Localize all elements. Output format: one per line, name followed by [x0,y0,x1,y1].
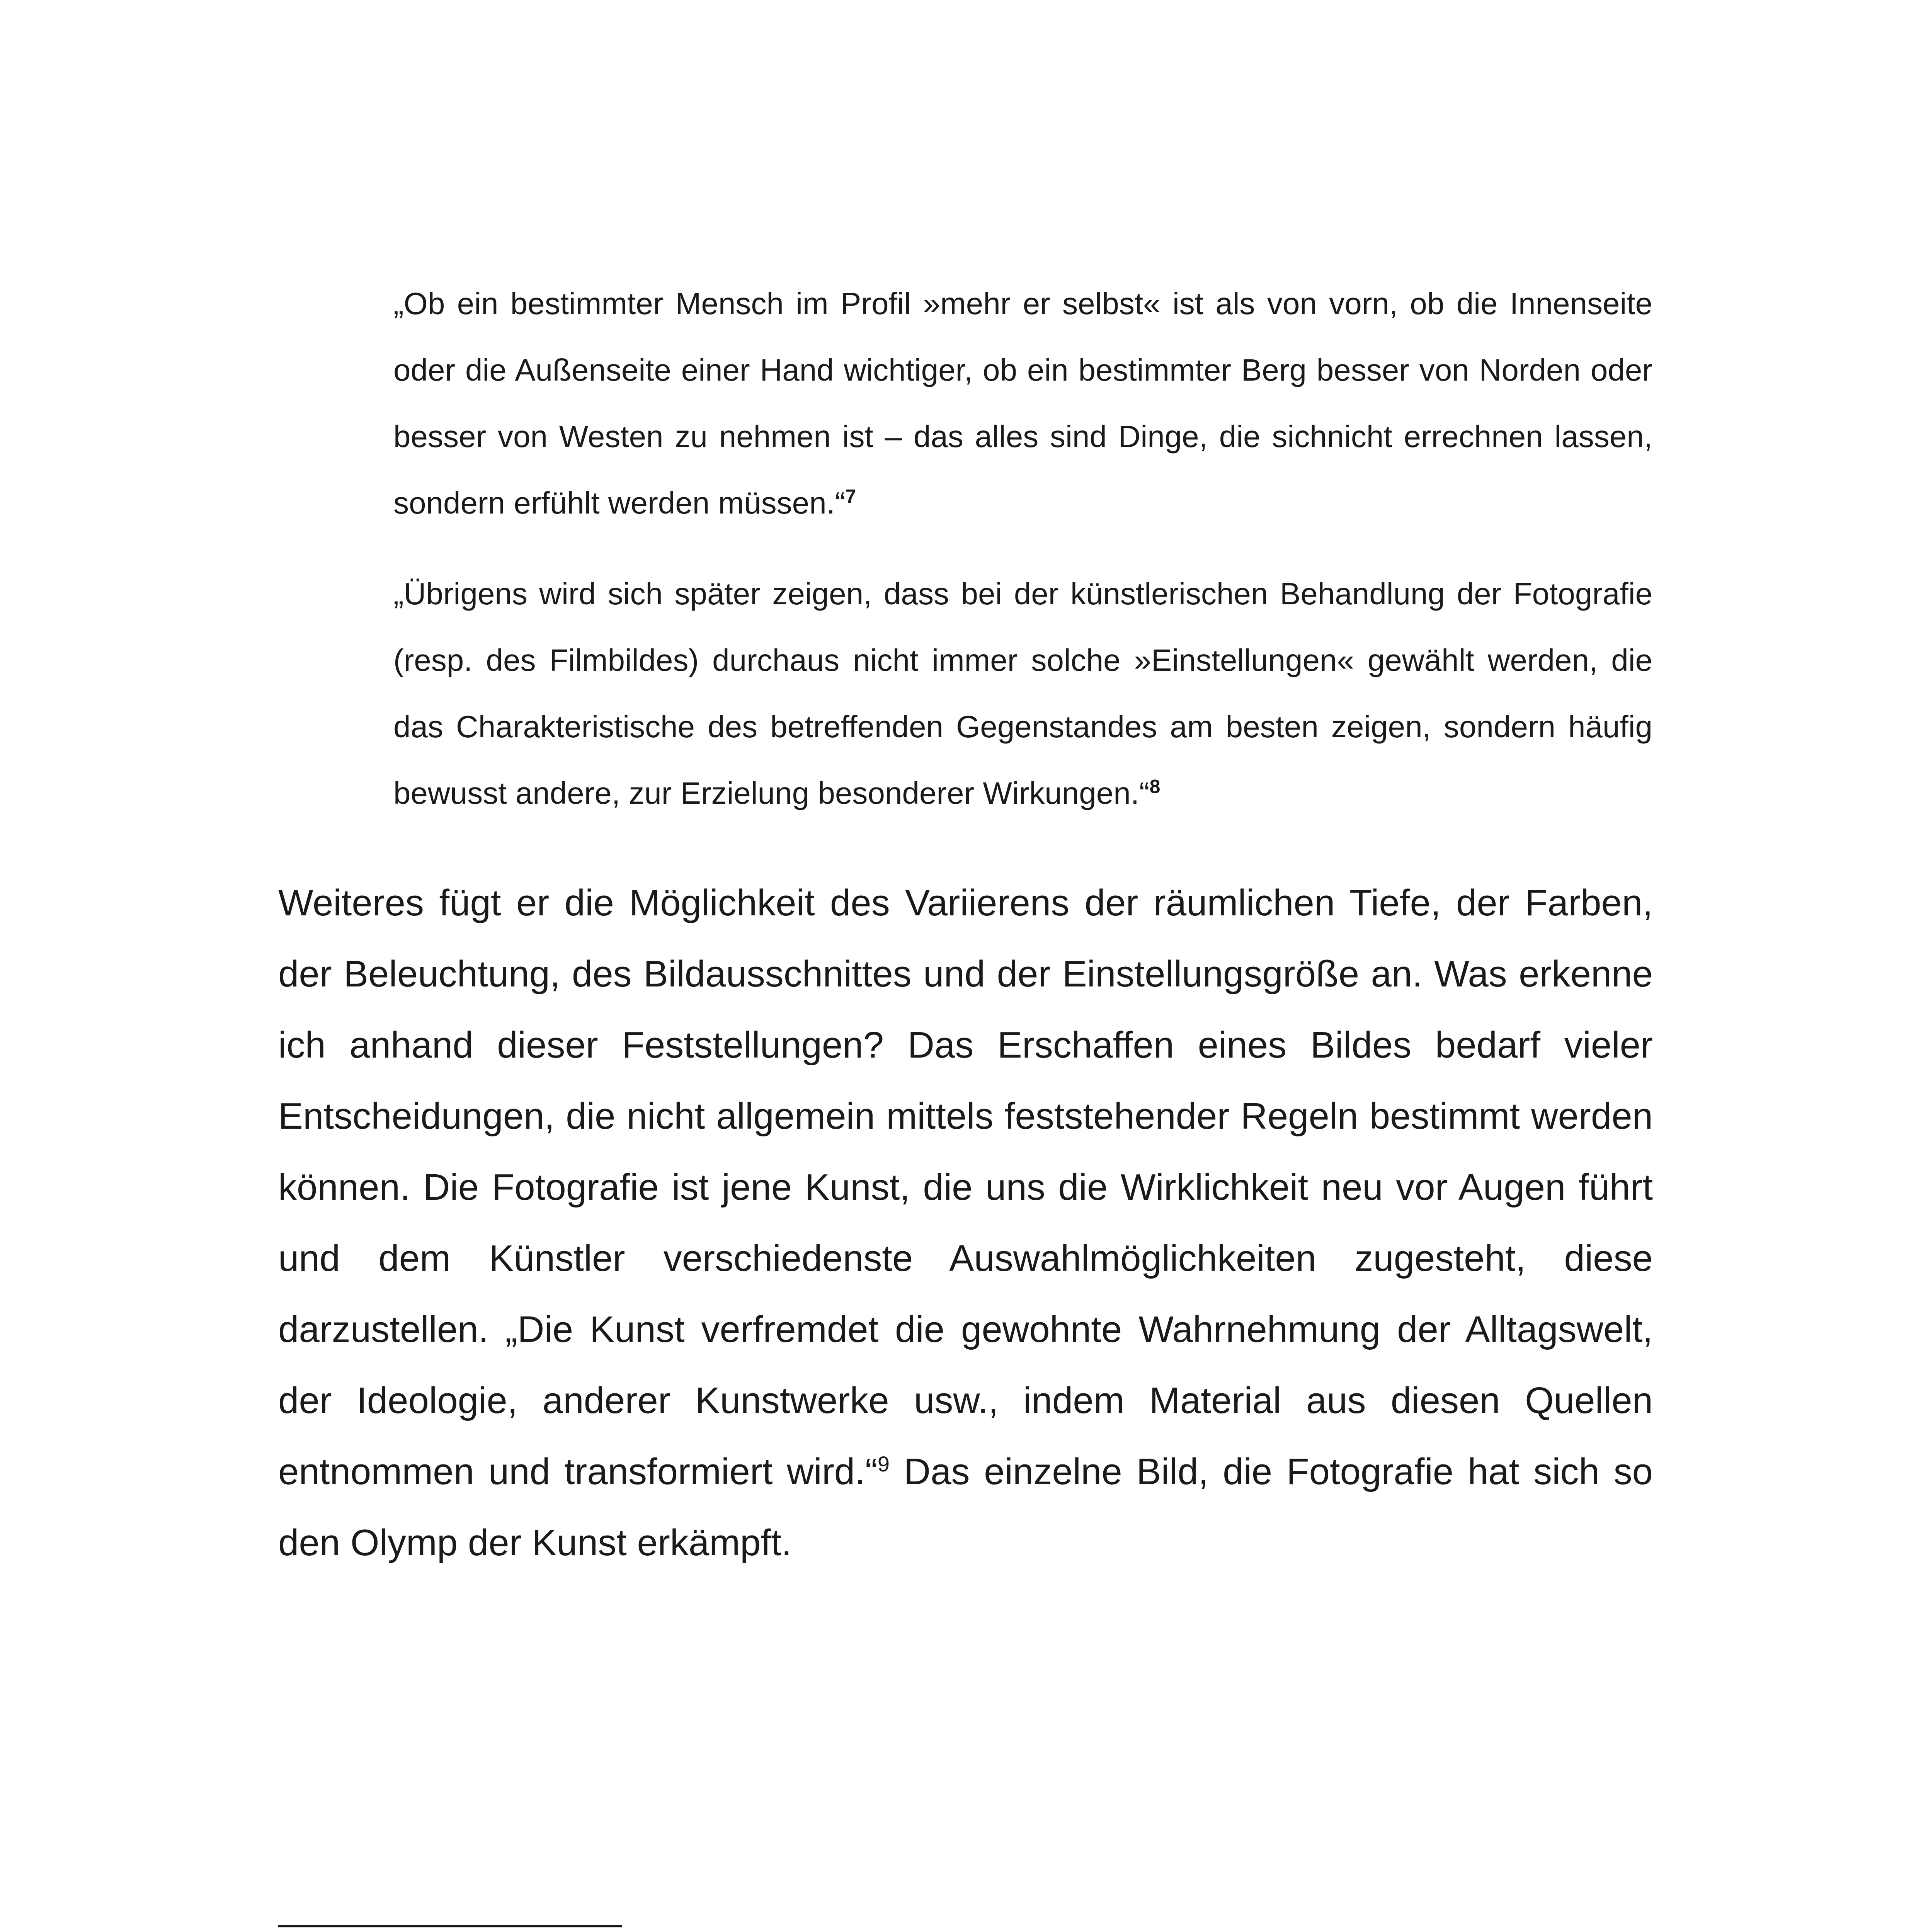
quote-text: „Ob ein bestimmter Mensch im Profil »mehr er selbst« ist als von vorn, ob die Innenseite oder die Außenseite einer Hand wichtiger, ob ein bestimmter Berg besser von Norden oder besser von Westen zu nehmen ist – das alles sind Dinge, die sichnicht errechnen lassen, sondern erfühlt werden müssen.“ [393,286,1652,520]
footnote-reference[interactable]: 9 [877,1452,890,1476]
body-paragraph [278,867,1653,1578]
paragraph-text: Das einzelne Bild, die Fotografie hat sich so den Olymp der Kunst erkämpft. [278,1451,1653,1563]
block-quote [393,561,1652,827]
footnote-separator [278,1925,622,1927]
paragraph-text: Weiteres fügt er die Möglichkeit des Variierens der räumlichen Tiefe, der Farben, der Beleuchtung, des Bildausschnittes und der Einstellungsgröße an. Was erkenne ich anhand dieser Feststellungen? Das Erschaffen eines Bildes bedarf vieler Entscheidungen, die nicht allgemein mittels feststehender Regeln bestimmt werden können. Die Fotografie ist jene Kunst, die uns die Wirklichkeit neu vor Augen führt und dem Künstler verschiedenste Auswahlmöglichkeiten zugesteht, diese darzustellen. „Die Kunst verfremdet die gewohnte Wahrnehmung der Alltagswelt, der Ideologie, anderer Kunstwerke usw., indem Material aus diesen Quellen entnommen und transformiert wird.“ [278,882,1653,1492]
footnote-reference[interactable]: 8 [1149,776,1160,798]
footnote-reference[interactable]: 7 [845,485,856,507]
block-quote [393,270,1652,536]
quote-text: „Übrigens wird sich später zeigen, dass bei der künstlerischen Behandlung der Fotografie (resp. des Filmbildes) durchaus nicht immer solche »Einstellungen« gewählt werden, die das Charakteristische des betreffenden Gegenstandes am besten zeigen, sondern häufig bewusst andere, zur Erzielung besonderer Wirkungen.“ [393,577,1652,810]
